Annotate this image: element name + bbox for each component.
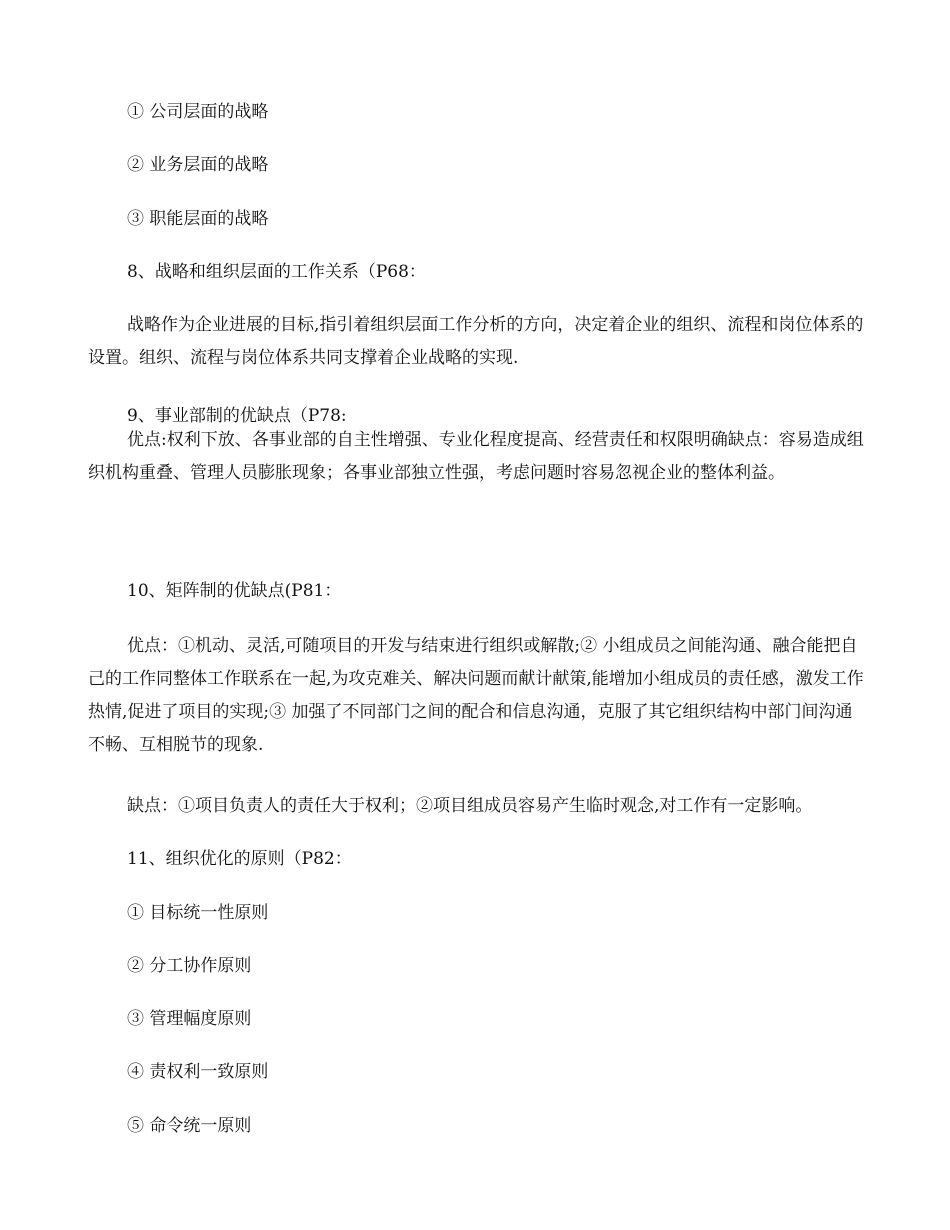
section-heading-9: 9、事业部制的优缺点（P78: bbox=[127, 406, 347, 426]
principle-item-3: ③ 管理幅度原则 bbox=[127, 1009, 252, 1029]
list-item-corporate-strategy: ① 公司层面的战略 bbox=[127, 102, 269, 122]
principle-item-1: ① 目标统一性原则 bbox=[127, 903, 269, 923]
list-item-business-strategy: ② 业务层面的战略 bbox=[127, 155, 269, 175]
section-heading-11: 11、组织优化的原则（P82： bbox=[127, 849, 352, 869]
paragraph-matrix-disadvantages: 缺点：①项目负责人的责任大于权利；②项目组成员容易产生临时观念,对工作有一定影响。 bbox=[127, 796, 813, 816]
principle-item-4: ④ 责权利一致原则 bbox=[127, 1062, 269, 1082]
principle-item-2: ② 分工协作原则 bbox=[127, 956, 252, 976]
paragraph-matrix-advantages: 优点：①机动、灵活,可随项目的开发与结束进行组织或解散;② 小组成员之间能沟通、融合能把自己的工作同整体工作联系在一起,为攻克难关、解决问题而献计献策,能增加小组成员的责任感，激发工作热情,促进了项目的实现;③ 加强了不同部门之间的配合和信息沟通，克服了其它组织结构中部门间沟通不畅、互相脱节的现象. bbox=[88, 636, 864, 755]
section-heading-10: 10、矩阵制的优缺点(P81： bbox=[127, 581, 342, 601]
principle-item-5: ⑤ 命令统一原则 bbox=[127, 1116, 252, 1136]
list-item-functional-strategy: ③ 职能层面的战略 bbox=[127, 209, 269, 229]
paragraph-strategy-organization: 战略作为企业进展的目标,指引着组织层面工作分析的方向，决定着企业的组织、流程和岗位体系的设置。组织、流程与岗位体系共同支撑着企业战略的实现. bbox=[88, 315, 864, 368]
section-heading-8: 8、战略和组织层面的工作关系（P68： bbox=[127, 262, 426, 282]
paragraph-division-pros-cons: 优点:权利下放、各事业部的自主性增强、专业化程度提高、经营责任和权限明确缺点：容易造成组织机构重叠、管理人员膨胀现象；各事业部独立性强，考虑问题时容易忽视企业的整体利益。 bbox=[88, 430, 864, 483]
